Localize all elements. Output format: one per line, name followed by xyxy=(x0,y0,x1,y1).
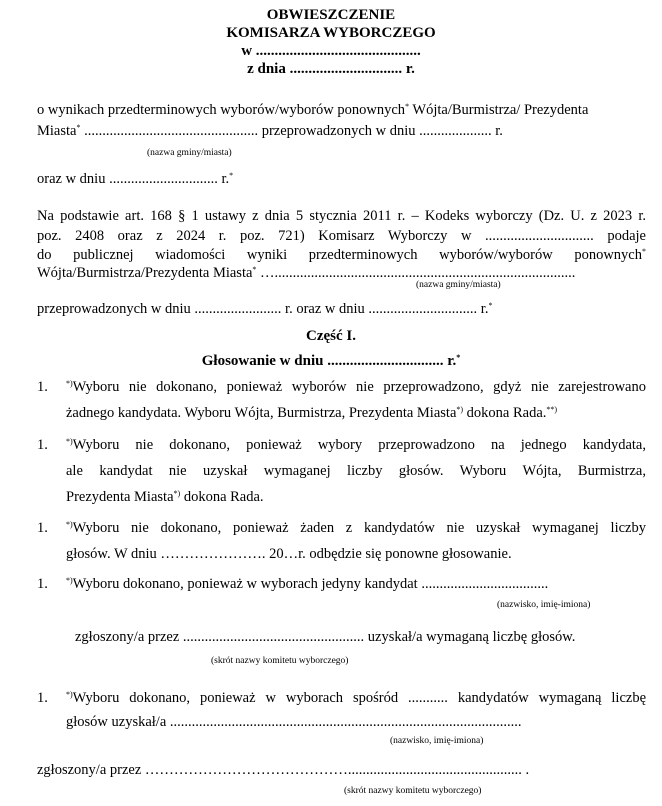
item-2-line-3: Prezydenta Miasta*) dokona Rada. xyxy=(66,489,264,505)
header-date-line: z dnia .............................. r. xyxy=(247,61,415,77)
legal-line-4: Wójta/Burmistrza/Prezydenta Miasta* …................................................................................... xyxy=(37,265,576,281)
item-number: 1. xyxy=(37,379,48,395)
voting-date-line: Głosowanie w dniu ............................... r.* xyxy=(201,353,461,369)
committee-caption: (skrót nazwy komitetu wyborczego) xyxy=(211,656,349,666)
item-1-line-1: *)Wyboru nie dokonano, ponieważ wyborów nie przeprowadzono, gdyż nie zarejestrowano xyxy=(66,379,646,395)
item-4-line-2: zgłoszony/a przez .................................................. uzyskał/a wymaganą liczbę głosów. xyxy=(75,629,576,645)
item-number: 1. xyxy=(37,576,48,592)
item-1-line-2: żadnego kandydata. Wyboru Wójta, Burmistrza, Prezydenta Miasta*) dokona Rada.**) xyxy=(66,405,558,421)
item-5-line-3: zgłoszony/a przez ……………………………………................................................ . xyxy=(37,762,530,778)
legal-line-3: do publicznej wiadomości wyniki przedterminowych wyborów/wyborów ponownych* xyxy=(37,247,646,263)
municipality-caption-2: (nazwa gminy/miasta) xyxy=(416,280,501,290)
document-title: OBWIESZCZENIE xyxy=(266,7,396,23)
legal-line-5: przeprowadzonych w dniu ........................ r. oraz w dniu .............................. r.* xyxy=(37,301,493,317)
item-3-line-2: głosów. W dniu …………………. 20…r. odbędzie się ponowne głosowanie. xyxy=(66,546,512,562)
item-number: 1. xyxy=(37,520,48,536)
item-number: 1. xyxy=(37,690,48,706)
legal-line-2: poz. 2408 oraz z 2024 r. poz. 721) Komisarz Wyborczy w .............................. podaje xyxy=(37,228,646,244)
intro-line-2: Miasta* ................................................ przeprowadzonych w dniu .................... r. xyxy=(37,123,503,139)
item-number: 1. xyxy=(37,437,48,453)
legal-line-1: Na podstawie art. 168 § 1 ustawy z dnia 5 stycznia 2011 r. – Kodeks wyborczy (Dz. U. z 2023 r. xyxy=(37,208,646,224)
header-location-line: w ............................................ xyxy=(241,43,421,59)
item-5-line-2: głosów uzyskał/a ................................................................................................. xyxy=(66,714,522,730)
item-2-line-2: ale kandydat nie uzyskał wymaganej liczby głosów. Wyboru Wójta, Burmistrza, xyxy=(66,463,646,479)
item-3-line-1: *)Wyboru nie dokonano, ponieważ żaden z kandydatów nie uzyskał wymaganej liczby xyxy=(66,520,646,536)
item-5-line-1: *)Wyboru dokonano, ponieważ w wyborach spośród ........... kandydatów wymaganą liczbę xyxy=(66,690,646,706)
item-4-line-1: *)Wyboru dokonano, ponieważ w wyborach jedyny kandydat ................................... xyxy=(66,576,549,592)
document-subtitle: KOMISARZA WYBORCZEGO xyxy=(226,25,436,41)
candidate-name-caption-2: (nazwisko, imię-imiona) xyxy=(390,736,484,746)
intro-line-1: o wynikach przedterminowych wyborów/wyborów ponownych* Wójta/Burmistrza/ Prezydenta xyxy=(37,102,589,118)
item-2-line-1: *)Wyboru nie dokonano, ponieważ wybory przeprowadzono na jednego kandydata, xyxy=(66,437,646,453)
committee-caption-2: (skrót nazwy komitetu wyborczego) xyxy=(344,786,482,796)
candidate-name-caption: (nazwisko, imię-imiona) xyxy=(497,600,591,610)
municipality-caption: (nazwa gminy/miasta) xyxy=(147,148,232,158)
part-title: Część I. xyxy=(306,328,356,344)
intro-line-3: oraz w dniu .............................. r.* xyxy=(37,171,234,187)
